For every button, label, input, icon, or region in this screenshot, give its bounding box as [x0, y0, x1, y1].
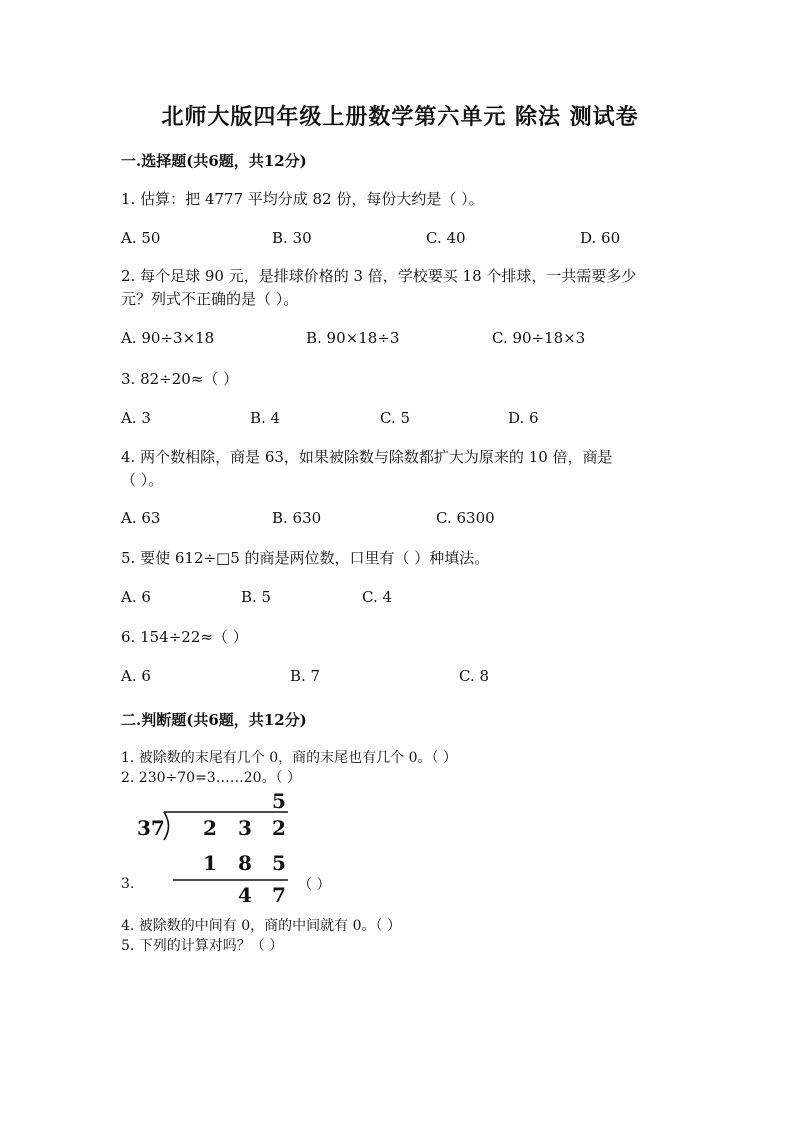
division-remainder-digit: 4	[238, 883, 252, 907]
question-3-text: 3. 82÷20≈（ ）	[121, 370, 239, 388]
division-dividend-digit: 2	[272, 816, 286, 840]
division-divisor: 37	[137, 816, 165, 840]
question-6-option-c: C. 8	[459, 667, 490, 685]
division-product-digit: 8	[238, 851, 252, 875]
question-3-option-d: D. 6	[508, 409, 539, 427]
question-4-text-line1: 4. 两个数相除，商是 63，如果被除数与除数都扩大为原来的 10 倍，商是	[121, 448, 613, 466]
judgement-item-4: 4. 被除数的中间有 0，商的中间就有 0。（ ）	[121, 918, 401, 934]
question-5-text: 5. 要使 612÷□5 的商是两位数，口里有（ ）种填法。	[121, 549, 490, 567]
question-3-option-c: C. 5	[380, 409, 411, 427]
question-4-option-c: C. 6300	[436, 509, 495, 527]
question-2-text-line2: 元？列式不正确的是（ ）。	[121, 290, 299, 308]
question-3-option-b: B. 4	[250, 409, 281, 427]
question-6-option-a: A. 6	[121, 667, 151, 685]
section-heading-judgement: 二.判断题(共6题，共12分)	[121, 711, 307, 729]
judgement-item-3: 3.	[121, 876, 135, 892]
question-2-option-b: B. 90×18÷3	[306, 329, 400, 347]
question-5-option-a: A. 6	[121, 588, 151, 606]
section-heading-choice: 一.选择题(共6题，共12分)	[121, 152, 307, 170]
question-5-option-c: C. 4	[362, 588, 393, 606]
question-4-option-b: B. 630	[272, 509, 322, 527]
question-6-option-b: B. 7	[290, 667, 321, 685]
division-quotient: 5	[272, 789, 286, 813]
judgement-item-1: 1. 被除数的末尾有几个 0，商的末尾也有几个 0。（ ）	[121, 750, 457, 766]
division-remainder-digit: 7	[272, 883, 286, 907]
question-3-option-a: A. 3	[121, 409, 151, 427]
question-2-text-line1: 2. 每个足球 90 元，是排球价格的 3 倍，学校要买 18 个排球，一共需要多少	[121, 267, 637, 285]
division-product-digit: 1	[203, 851, 217, 875]
judgement-item-2: 2. 230÷70=3……20。（ ）	[121, 770, 301, 786]
question-6-text: 6. 154÷22≈（ ）	[121, 628, 248, 646]
question-1-option-c: C. 40	[426, 229, 466, 247]
question-2-option-a: A. 90÷3×18	[121, 329, 215, 347]
division-product-digit: 5	[272, 851, 286, 875]
question-1-option-a: A. 50	[121, 229, 161, 247]
judgement-item-3-blank: （ ）	[298, 877, 331, 893]
question-1-text: 1. 估算：把 4777 平均分成 82 份，每份大约是（ ）。	[121, 190, 484, 208]
division-dividend-digit: 2	[203, 816, 217, 840]
question-5-option-b: B. 5	[241, 588, 272, 606]
question-1-option-b: B. 30	[272, 229, 312, 247]
question-4-text-line2: （ ）。	[121, 471, 164, 489]
judgement-item-5: 5. 下列的计算对吗？（ ）	[121, 938, 284, 954]
division-dividend-digit: 3	[238, 816, 252, 840]
question-1-option-d: D. 60	[580, 229, 621, 247]
question-2-option-c: C. 90÷18×3	[492, 329, 586, 347]
page-title: 北师大版四年级上册数学第六单元 除法 测试卷	[161, 104, 639, 130]
question-4-option-a: A. 63	[121, 509, 161, 527]
